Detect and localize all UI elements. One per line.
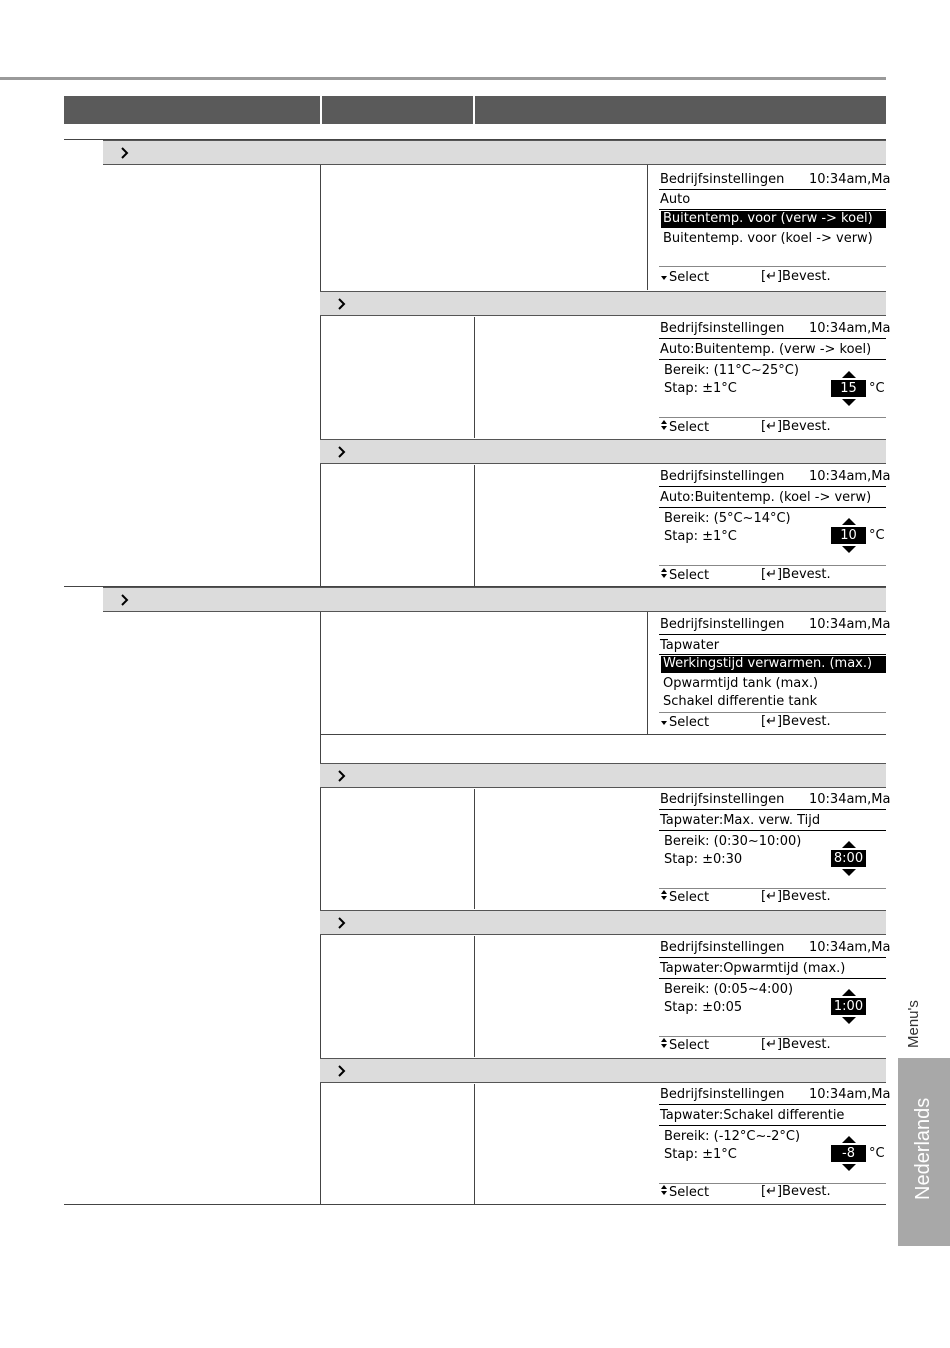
step-text: Stap: ±0:30 (664, 852, 743, 867)
confirm-hint: [↵]Bevest. (761, 567, 831, 582)
value-box[interactable]: 15 (831, 380, 866, 397)
menu-option-selected[interactable]: Werkingstijd verwarmen. (max.) (661, 656, 886, 673)
row-rule (320, 734, 886, 735)
confirm-hint: [↵]Bevest. (761, 419, 831, 434)
divider (659, 209, 886, 210)
col-rule (320, 165, 321, 586)
range-text: Bereik: (5°C~14°C) (664, 511, 791, 526)
col-rule (320, 612, 321, 1204)
select-hint: Select (659, 1184, 709, 1200)
lcd-screen-max-verw-tijd (659, 792, 891, 908)
divider (659, 712, 886, 713)
increase-arrow-icon[interactable] (842, 518, 856, 525)
col-rule (474, 465, 475, 586)
value-box[interactable]: 8:00 (831, 850, 866, 867)
chevron-right-icon (116, 144, 134, 162)
divider (659, 809, 886, 810)
menu-option[interactable]: Schakel differentie tank (663, 694, 818, 709)
divider (659, 830, 886, 831)
select-hint: Select (659, 567, 709, 583)
screen-subtitle: Tapwater:Schakel differentie (660, 1108, 845, 1123)
range-text: Bereik: (0:30~10:00) (664, 834, 802, 849)
step-text: Stap: ±0:05 (664, 1000, 743, 1015)
menu-option[interactable]: Opwarmtijd tank (max.) (663, 676, 819, 691)
section-bar (320, 1058, 886, 1083)
up-down-arrow-icon (659, 889, 669, 901)
decrease-arrow-icon[interactable] (842, 869, 856, 876)
step-text: Stap: ±1°C (664, 1147, 737, 1162)
screen-time: 10:34am,Ma (809, 617, 891, 632)
lcd-screen-koel-verw (659, 469, 891, 585)
decrease-arrow-icon[interactable] (842, 546, 856, 553)
section-bar (320, 763, 886, 788)
divider (659, 565, 886, 566)
screen-title: Bedrijfsinstellingen (660, 617, 785, 632)
screen-title: Bedrijfsinstellingen (660, 469, 785, 484)
chevron-right-icon (333, 914, 351, 932)
divider (659, 507, 886, 508)
screen-time: 10:34am,Ma (809, 469, 891, 484)
chevron-right-icon (333, 443, 351, 461)
arrow-down-icon (659, 714, 669, 726)
screen-subtitle: Auto:Buitentemp. (koel -> verw) (660, 490, 872, 505)
table-header-col-2 (322, 96, 473, 124)
decrease-arrow-icon[interactable] (842, 1164, 856, 1171)
section-bar (320, 291, 886, 316)
lcd-screen-verw-koel (659, 321, 891, 437)
lcd-screen-schakel-differentie (659, 1087, 891, 1203)
screen-subtitle: Auto (660, 192, 691, 207)
screen-subtitle: Tapwater (660, 638, 720, 653)
screen-subtitle: Auto:Buitentemp. (verw -> koel) (660, 342, 872, 357)
section-bar (320, 910, 886, 935)
divider (659, 634, 886, 635)
confirm-hint: [↵]Bevest. (761, 1184, 831, 1199)
chevron-right-icon (333, 1062, 351, 1080)
select-hint: Select (659, 1037, 709, 1053)
chevron-right-icon (116, 591, 134, 609)
screen-time: 10:34am,Ma (809, 792, 891, 807)
divider (659, 1104, 886, 1105)
range-text: Bereik: (-12°C~-2°C) (664, 1129, 801, 1144)
increase-arrow-icon[interactable] (842, 1136, 856, 1143)
chevron-right-icon (333, 767, 351, 785)
table-header-col-3 (475, 96, 886, 124)
col-rule (647, 165, 648, 290)
screen-title: Bedrijfsinstellingen (660, 321, 785, 336)
select-hint: Select (659, 714, 709, 730)
value-box[interactable]: -8 (831, 1145, 866, 1162)
row-rule (64, 1204, 886, 1205)
menu-option[interactable]: Buitentemp. voor (koel -> verw) (663, 231, 873, 246)
divider (659, 957, 886, 958)
confirm-hint: [↵]Bevest. (761, 889, 831, 904)
unit-label: °C (869, 1146, 885, 1161)
section-bar (103, 587, 886, 612)
select-hint: Select (659, 889, 709, 905)
screen-subtitle: Tapwater:Opwarmtijd (max.) (660, 961, 846, 976)
up-down-arrow-icon (659, 1184, 669, 1196)
value-box[interactable]: 10 (831, 527, 866, 544)
select-hint: Select (659, 419, 709, 435)
step-text: Stap: ±1°C (664, 529, 737, 544)
top-rule (0, 77, 886, 80)
confirm-hint: [↵]Bevest. (761, 714, 831, 729)
divider (659, 189, 886, 190)
col-rule (474, 936, 475, 1057)
screen-subtitle: Tapwater:Max. verw. Tijd (660, 813, 821, 828)
table-header-col-1 (64, 96, 320, 124)
confirm-hint: [↵]Bevest. (761, 269, 831, 284)
divider (659, 1125, 886, 1126)
screen-time: 10:34am,Ma (809, 321, 891, 336)
screen-title: Bedrijfsinstellingen (660, 792, 785, 807)
increase-arrow-icon[interactable] (842, 841, 856, 848)
decrease-arrow-icon[interactable] (842, 399, 856, 406)
lcd-screen-tapwater-menu (659, 617, 891, 733)
select-hint: Select (659, 269, 709, 285)
screen-title: Bedrijfsinstellingen (660, 1087, 785, 1102)
arrow-down-icon (659, 269, 669, 281)
divider (659, 338, 886, 339)
up-down-arrow-icon (659, 419, 669, 431)
range-text: Bereik: (0:05~4:00) (664, 982, 794, 997)
confirm-hint: [↵]Bevest. (761, 1037, 831, 1052)
step-text: Stap: ±1°C (664, 381, 737, 396)
unit-label: °C (869, 381, 885, 396)
chevron-right-icon (333, 295, 351, 313)
divider (659, 266, 886, 267)
increase-arrow-icon[interactable] (842, 989, 856, 996)
unit-label: °C (869, 528, 885, 543)
screen-time: 10:34am,Ma (809, 1087, 891, 1102)
decrease-arrow-icon[interactable] (842, 1017, 856, 1024)
section-bar (320, 439, 886, 464)
language-tab-label: Nederlands (912, 1097, 934, 1200)
screen-title: Bedrijfsinstellingen (660, 940, 785, 955)
side-section-label: Menu's (905, 1000, 922, 1048)
lcd-screen-auto-menu (659, 172, 891, 288)
col-rule (474, 1084, 475, 1204)
divider (659, 359, 886, 360)
col-rule (647, 612, 648, 734)
col-rule (474, 317, 475, 438)
section-bar (103, 140, 886, 165)
screen-time: 10:34am,Ma (809, 172, 891, 187)
screen-time: 10:34am,Ma (809, 940, 891, 955)
divider (659, 978, 886, 979)
increase-arrow-icon[interactable] (842, 371, 856, 378)
range-text: Bereik: (11°C~25°C) (664, 363, 799, 378)
divider (659, 654, 886, 655)
divider (659, 417, 886, 418)
divider (659, 486, 886, 487)
menu-option-selected[interactable]: Buitentemp. voor (verw -> koel) (661, 211, 886, 228)
up-down-arrow-icon (659, 1037, 669, 1049)
value-box[interactable]: 1:00 (831, 998, 866, 1015)
up-down-arrow-icon (659, 567, 669, 579)
lcd-screen-opwarmtijd (659, 940, 891, 1056)
screen-title: Bedrijfsinstellingen (660, 172, 785, 187)
col-rule (474, 789, 475, 909)
